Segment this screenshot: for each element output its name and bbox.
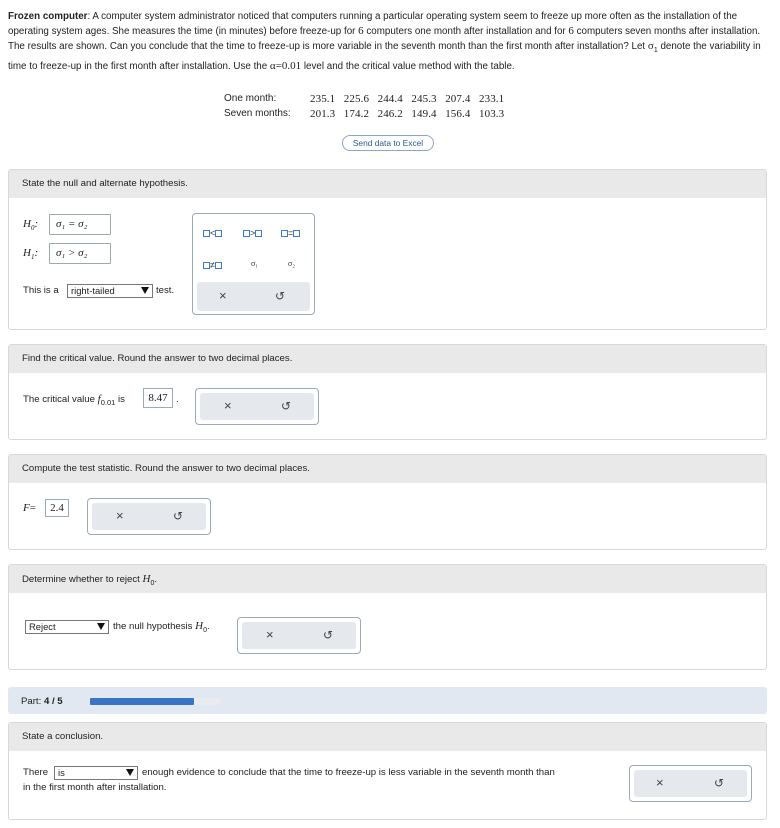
equals-button[interactable]: = <box>281 228 300 238</box>
progress-bar-fill <box>90 698 194 705</box>
problem-statement: Frozen computer: A computer system administrator noticed that computers running a particular operating system seem to freeze up more often as the installation of the operating system ages. She measures the time (in minutes) before freeze-up for 6 computers one month after installation and for 6 computers seven months after installation. The results are shown. Can you conclude that the time to freeze-up is more variable in the seventh month than the first month after installation? Let $\sigma_1$ denote the variability in time to freeze-up in the first month after installation. Use the α=0.01 level and the critical value method with the table. <box>8 11 761 72</box>
reject-header: Determine whether to reject $H_0$. <box>9 565 766 593</box>
test-suffix: test. <box>156 285 175 296</box>
conclusion-action-palette <box>629 765 752 802</box>
data-row-one-month: One month: 235.1 225.6 244.4 245.3 207.4 233.1 <box>224 92 505 105</box>
conclusion-select[interactable]: is <box>54 766 138 780</box>
h1-label: $H_1$: <box>23 247 39 262</box>
symbol-palette <box>192 213 315 315</box>
statistic-action-palette <box>87 498 211 535</box>
undo-icon[interactable]: ↺ <box>281 399 292 413</box>
undo-icon[interactable]: ↺ <box>173 509 184 523</box>
greater-than-button[interactable]: > <box>243 228 262 238</box>
progress-bar <box>90 698 220 705</box>
conclusion-prefix: There <box>23 767 49 778</box>
h0-label: $H_0$: <box>23 218 39 233</box>
h0-input[interactable]: σ₁ = σ₂ <box>49 214 111 235</box>
conclusion-card <box>8 722 767 820</box>
palette-actions <box>197 282 310 311</box>
conclusion-line1: enough evidence to conclude that the time to freeze-up is less variable in the seventh month than <box>142 767 555 778</box>
reject-card <box>8 564 767 670</box>
critical-action-palette <box>195 388 319 425</box>
undo-icon[interactable]: ↺ <box>714 776 725 790</box>
critical-value-card <box>8 344 767 440</box>
critical-value-input[interactable]: 8.47 <box>143 388 173 408</box>
reject-action-palette <box>237 617 361 654</box>
test-prefix: This is a <box>23 285 59 296</box>
chevron-down-icon <box>141 287 149 294</box>
undo-icon[interactable]: ↺ <box>275 289 286 303</box>
sigma2-button[interactable]: σ₂ <box>288 259 296 268</box>
part-label: Part: 4 / 5 <box>21 696 63 707</box>
test-type-select[interactable]: right-tailed <box>67 284 153 298</box>
clear-icon[interactable]: × <box>116 508 124 523</box>
chevron-down-icon <box>97 623 105 630</box>
critical-period: . <box>176 394 179 405</box>
critical-label: The critical value $f_{0.01}$ is <box>23 393 125 407</box>
problem-title: Frozen computer <box>8 11 88 22</box>
hypothesis-header: State the null and alternate hypothesis. <box>9 170 766 198</box>
critical-header: Find the critical value. Round the answer to two decimal places. <box>9 345 766 373</box>
chevron-down-icon <box>126 769 134 776</box>
h1-input[interactable]: σ₁ > σ₂ <box>49 243 111 264</box>
less-than-button[interactable]: < <box>203 228 222 238</box>
test-statistic-card <box>8 454 767 550</box>
clear-icon[interactable]: × <box>656 775 664 790</box>
send-to-excel-button[interactable]: Send data to Excel <box>342 135 434 151</box>
clear-icon[interactable]: × <box>224 398 232 413</box>
clear-icon[interactable]: × <box>266 627 274 642</box>
clear-icon[interactable]: × <box>219 288 227 303</box>
undo-icon[interactable]: ↺ <box>323 628 334 642</box>
conclusion-line2: in the first month after installation. <box>23 782 167 793</box>
statistic-label: F= <box>23 502 36 514</box>
conclusion-header: State a conclusion. <box>9 723 766 751</box>
not-equal-button[interactable]: ≠ <box>203 260 222 270</box>
statistic-header: Compute the test statistic. Round the answer to two decimal places. <box>9 455 766 483</box>
reject-select[interactable]: Reject <box>25 620 109 634</box>
data-row-seven-months: Seven months: 201.3 174.2 246.2 149.4 156.4 103.3 <box>224 107 505 120</box>
data-table <box>224 91 504 121</box>
reject-suffix: the null hypothesis $H_0$. <box>113 620 210 634</box>
hypothesis-card <box>8 169 767 330</box>
statistic-input[interactable]: 2.4 <box>45 499 69 517</box>
sigma1-button[interactable]: σ₁ <box>251 259 259 268</box>
